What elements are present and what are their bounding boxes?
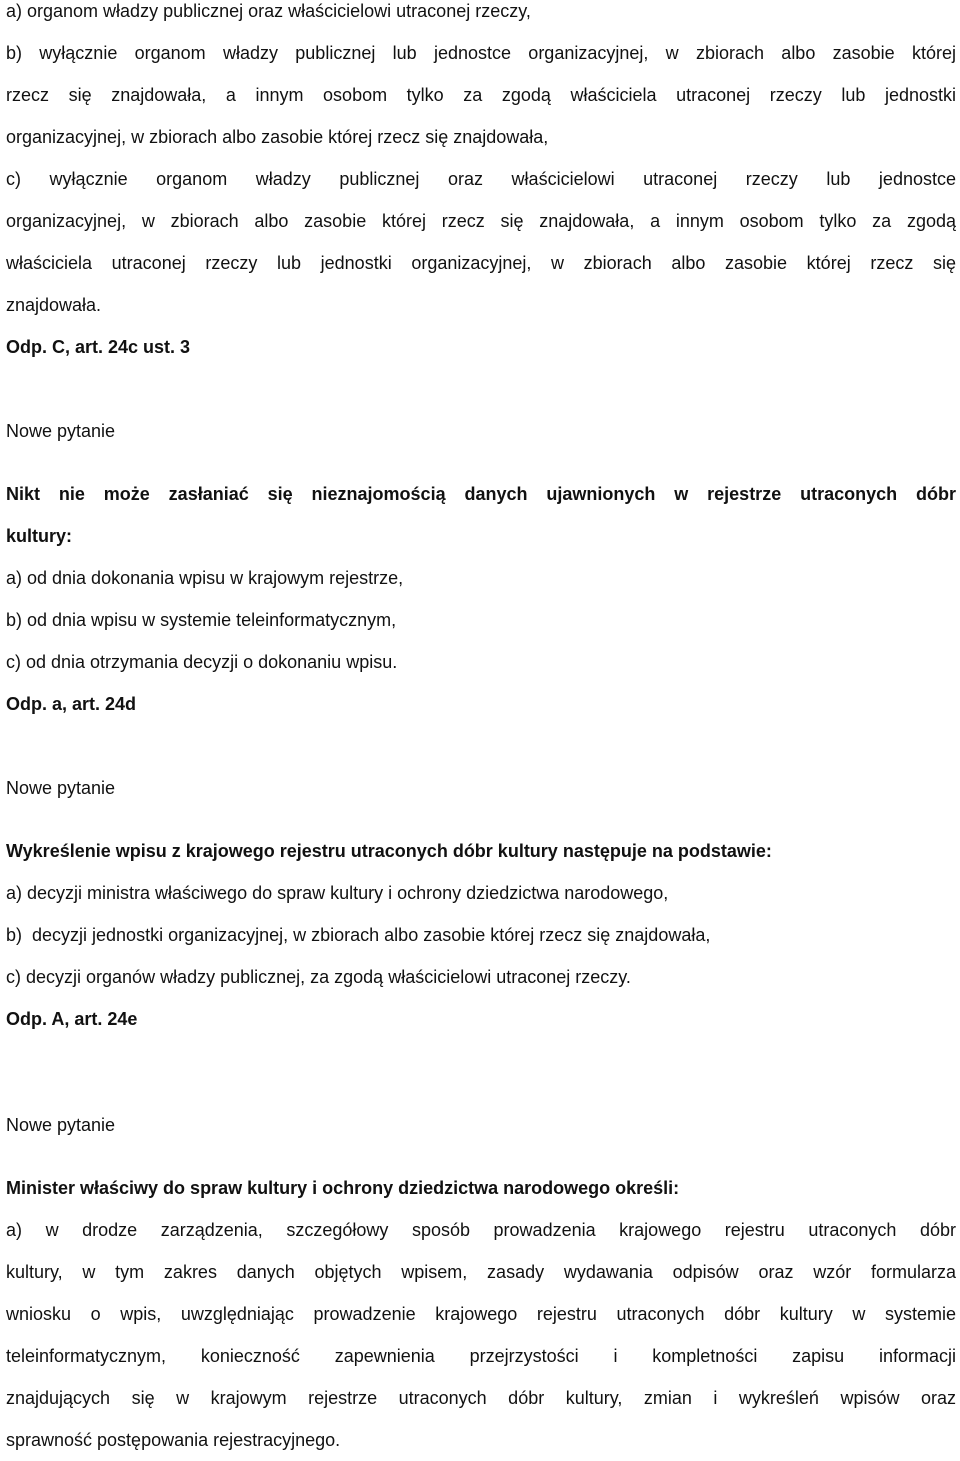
option-a-line-3: wniosku o wpis, uwzględniając prowadzenie krajowego rejestru utraconych dóbr kultury w systemie [6, 1304, 956, 1324]
option-c: c) od dnia otrzymania decyzji o dokonaniu wpisu. [6, 652, 398, 672]
option-b-line-1: b) wyłącznie organom władzy publicznej lub jednostce organizacyjnej, w zbiorach albo zasobie której [6, 43, 956, 63]
question-line: Wykreślenie wpisu z krajowego rejestru utraconych dóbr kultury następuje na podstawie: [6, 841, 772, 861]
question-block-2 [6, 410, 956, 725]
question-line: Minister właściwy do spraw kultury i ochrony dziedzictwa narodowego określi: [6, 1178, 680, 1198]
option-a: a) od dnia dokonania wpisu w krajowym rejestrze, [6, 568, 404, 588]
section-header: Nowe pytanie [6, 1115, 116, 1135]
answer-line: Odp. C, art. 24c ust. 3 [6, 337, 191, 357]
option-c-line-4: znajdowała. [6, 295, 102, 315]
option-c-line-1: c) wyłącznie organom władzy publicznej oraz właścicielowi utraconej rzeczy lub jednostce [6, 169, 956, 189]
option-a-line-4: teleinformatycznym, konieczność zapewnienia przejrzystości i kompletności zapisu informacji [6, 1346, 956, 1366]
question-line-1: Nikt nie może zasłaniać się nieznajomością danych ujawnionych w rejestrze utraconych dóbr [6, 484, 956, 504]
question-line-2: kultury: [6, 526, 73, 546]
option-c-line-3: właściciela utraconej rzeczy lub jednostki organizacyjnej, w zbiorach albo zasobie której rzecz się [6, 253, 956, 273]
option-b: b) od dnia wpisu w systemie teleinformatycznym, [6, 610, 397, 630]
option-a-line-6: sprawność postępowania rejestracyjnego. [6, 1430, 341, 1450]
option-a: a) decyzji ministra właściwego do spraw kultury i ochrony dziedzictwa narodowego, [6, 883, 669, 903]
option-a: a) organom władzy publicznej oraz właścicielowi utraconej rzeczy, [6, 1, 531, 21]
option-a-line-5: znajdujących się w krajowym rejestrze utraconych dóbr kultury, zmian i wykreśleń wpisów oraz [6, 1388, 956, 1408]
option-a-line-2: kultury, w tym zakres danych objętych wpisem, zasady wydawania odpisów oraz wzór formularza [6, 1262, 956, 1282]
section-header: Nowe pytanie [6, 778, 116, 798]
option-b-line-2: rzecz się znajdowała, a innym osobom tylko za zgodą właściciela utraconej rzeczy lub jednostki [6, 85, 956, 105]
document-page [6, 0, 956, 1461]
question-block-3 [6, 767, 956, 1040]
section-header: Nowe pytanie [6, 421, 116, 441]
option-a-line-1: a) w drodze zarządzenia, szczegółowy sposób prowadzenia krajowego rejestru utraconych dóbr [6, 1220, 956, 1240]
question-block-4 [6, 1104, 956, 1461]
option-c-line-2: organizacyjnej, w zbiorach albo zasobie której rzecz się znajdowała, a innym osobom tylko za zgodą [6, 211, 956, 231]
answer-line: Odp. a, art. 24d [6, 694, 137, 714]
option-b: b) decyzji jednostki organizacyjnej, w zbiorach albo zasobie której rzecz się znajdowała, [6, 925, 711, 945]
option-b-line-3: organizacyjnej, w zbiorach albo zasobie której rzecz się znajdowała, [6, 127, 549, 147]
option-c: c) decyzji organów władzy publicznej, za zgodą właścicielowi utraconej rzeczy. [6, 967, 631, 987]
question-block-1 [6, 0, 956, 368]
answer-line: Odp. A, art. 24e [6, 1009, 138, 1029]
